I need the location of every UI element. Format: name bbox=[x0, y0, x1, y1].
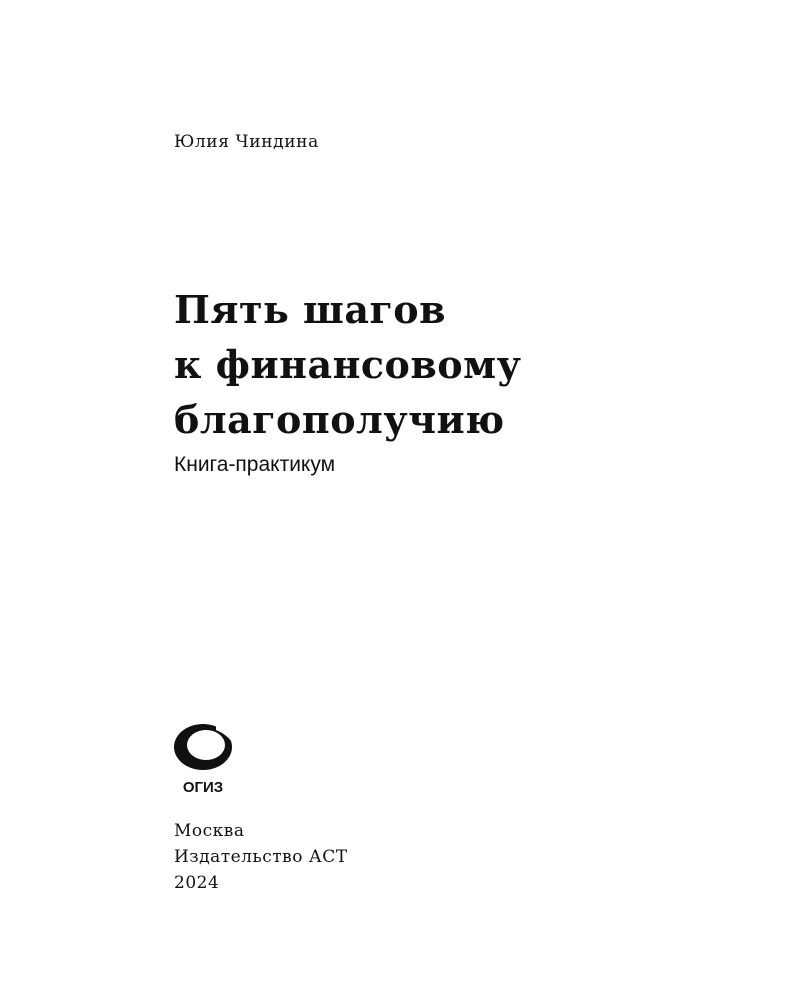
logo-text: ОГИЗ bbox=[182, 779, 224, 796]
book-title-line-3: благополучию bbox=[174, 397, 505, 442]
publisher-logo bbox=[172, 720, 238, 800]
author-name: Юлия Чиндина bbox=[174, 132, 319, 152]
imprint-city: Москва bbox=[174, 821, 245, 841]
book-subtitle: Книга-практикум bbox=[174, 453, 336, 476]
imprint bbox=[174, 818, 348, 896]
ogiz-ring-logo-icon bbox=[172, 720, 238, 800]
book-title bbox=[174, 282, 521, 447]
book-title-line-2: к финансовому bbox=[174, 342, 522, 387]
imprint-publisher: Издательство АСТ bbox=[174, 847, 348, 867]
book-title-line-1: Пять шагов bbox=[174, 287, 447, 332]
imprint-year: 2024 bbox=[174, 873, 220, 893]
